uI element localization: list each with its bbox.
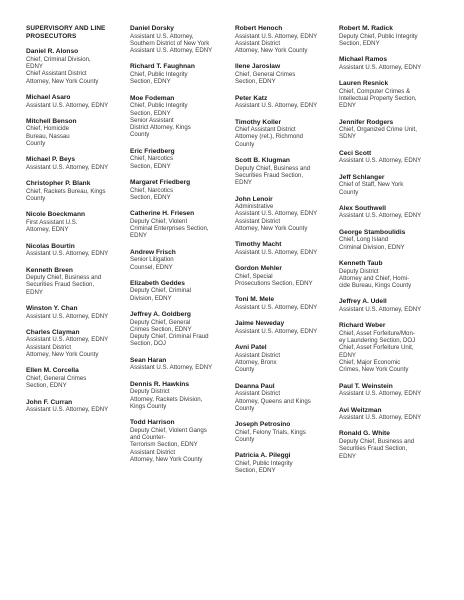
person-name: Andrew Frisch xyxy=(130,248,176,256)
person-name: Mitchell Benson xyxy=(26,117,77,125)
person-name: Deanna Paul xyxy=(235,382,275,390)
person-role: Assistant U.S. Attorney, EDNY Assistant District Attorney, New York County xyxy=(26,336,109,359)
person-name: Margaret Friedberg xyxy=(130,178,191,186)
person-role: Assistant U.S. Attorney, EDNY xyxy=(26,406,109,414)
directory-entry xyxy=(26,243,130,258)
person-role: Assistant U.S. Attorney, EDNY xyxy=(339,212,422,220)
person-role: Chief, Narcotics Section, EDNY xyxy=(130,186,174,201)
person-name: Winston Y. Chan xyxy=(26,304,78,312)
person-role: Assistant U.S. Attorney, EDNY xyxy=(339,63,422,71)
person-name: Jeffrey A. Goldberg xyxy=(130,310,191,318)
person-role: Assistant U.S. Attorney, EDNY xyxy=(26,163,109,171)
person-name: Charles Clayman xyxy=(26,328,80,336)
person-name: Michael P. Beys xyxy=(26,156,75,164)
column-3 xyxy=(235,25,339,594)
directory-entry xyxy=(235,241,339,256)
person-role: Chief, Long Island Criminal Division, EDNY xyxy=(339,236,405,251)
person-name: Sean Haran xyxy=(130,356,167,364)
directory-entry xyxy=(130,357,234,372)
person-role: Chief, Computer Crimes & Intellectual Property Section, EDNY xyxy=(339,87,417,110)
person-role: Deputy Chief, Business and Securities Fraud Section, EDNY xyxy=(339,438,415,460)
directory-entry xyxy=(130,280,234,302)
directory-entry xyxy=(26,211,130,233)
directory-entry xyxy=(339,80,443,109)
directory-entry xyxy=(339,56,443,71)
directory-entry xyxy=(235,452,339,474)
person-role: Assistant U.S. Attorney, EDNY xyxy=(26,101,109,109)
person-name: Ceci Scott xyxy=(339,149,372,157)
person-name: Robert Henoch xyxy=(235,25,283,32)
directory-entry xyxy=(339,430,443,459)
person-role: Chief, Rackets Bureau, Kings County xyxy=(26,187,106,203)
directory-entry xyxy=(339,119,443,141)
person-name: Lauren Resnick xyxy=(339,80,389,88)
person-name: Christopher P. Blank xyxy=(26,180,91,188)
person-name: Avni Patel xyxy=(235,344,267,352)
directory-entry xyxy=(339,229,443,251)
column-1 xyxy=(26,25,130,594)
person-name: Nicole Boeckmann xyxy=(26,211,85,219)
person-name: Elizabeth Geddes xyxy=(130,279,185,287)
person-role: Chief, Organized Crime Unit, SDNY xyxy=(339,126,417,141)
person-name: Peter Katz xyxy=(235,94,268,102)
person-role: Deputy District Attorney, Rackets Division, Kings County xyxy=(130,388,203,410)
person-name: John F. Curran xyxy=(26,398,73,406)
person-role: First Assistant U.S. Attorney, EDNY xyxy=(26,219,78,234)
directory-entry xyxy=(235,296,339,311)
person-role: Assistant U.S. Attorney, EDNY xyxy=(235,102,318,110)
person-name: Patricia A. Pileggi xyxy=(235,452,291,460)
directory-entry xyxy=(235,25,339,54)
person-role: Assistant U.S. Attorney, Southern District of New York Assistant U.S. Attorney, EDNY xyxy=(130,32,213,55)
directory-entry xyxy=(130,179,234,201)
directory-entry xyxy=(339,407,443,422)
person-name: Michael Asaro xyxy=(26,93,71,101)
person-role: Assistant U.S. Attorney, EDNY xyxy=(339,305,422,313)
person-role: Deputy Chief, Business and Securities Fraud Section, EDNY xyxy=(26,274,102,296)
person-role: Chief of Staff, New York County xyxy=(339,181,404,196)
person-name: Paul T. Weinstein xyxy=(339,382,393,390)
directory-entry xyxy=(26,267,130,296)
directory-entry xyxy=(235,95,339,110)
person-name: George Stamboulidis xyxy=(339,228,406,236)
directory-entry xyxy=(130,249,234,271)
person-name: Alex Southwell xyxy=(339,204,386,212)
person-role: Assistant U.S. Attorney, EDNY xyxy=(26,312,109,320)
directory-entry xyxy=(339,150,443,165)
person-name: Kenneth Breen xyxy=(26,266,73,274)
directory-entry xyxy=(26,118,130,147)
directory-entry xyxy=(235,421,339,443)
person-role: Chief, Public Integrity Section, EDNY xyxy=(130,71,188,86)
directory-entry xyxy=(235,265,339,287)
person-role: Deputy Chief, Violent Criminal Enterprises Section, EDNY xyxy=(130,217,209,240)
person-name: John Lenoir xyxy=(235,195,273,203)
directory-entry xyxy=(235,383,339,412)
person-role: Assistant U.S. Attorney, EDNY xyxy=(235,327,318,335)
person-role: Deputy District Attorney and Chief, Homi- cide Bureau, Kings County xyxy=(339,267,412,290)
column-4 xyxy=(339,25,443,594)
directory-entry xyxy=(235,344,339,373)
section-title: SUPERVISORY AND LINE PROSECUTORS xyxy=(26,25,106,40)
person-name: Scott B. Klugman xyxy=(235,157,290,165)
directory-entry xyxy=(339,383,443,398)
person-name: Jeffrey A. Udell xyxy=(339,298,387,306)
directory-entry xyxy=(130,63,234,85)
directory-entry xyxy=(235,63,339,85)
person-name: Joseph Petrosino xyxy=(235,421,291,429)
person-role: Chief, General Crimes Section, EDNY xyxy=(235,71,296,86)
directory-entry xyxy=(130,311,234,348)
person-name: Richard T. Faughnan xyxy=(130,63,195,71)
person-name: Jaime Neweday xyxy=(235,320,285,328)
person-role: Deputy Chief, Business and Securities Fraud Section, EDNY xyxy=(235,164,311,187)
person-name: Nicolas Bourtin xyxy=(26,242,75,250)
person-name: Moe Fodeman xyxy=(130,94,175,102)
person-role: Chief, Felony Trials, Kings County xyxy=(235,428,306,444)
person-name: Jeff Schlanger xyxy=(339,173,385,181)
directory-entry xyxy=(26,48,130,85)
person-role: Assistant U.S. Attorney, EDNY xyxy=(339,157,422,165)
person-role: Deputy Chief, Public Integrity Section, EDNY xyxy=(339,32,418,47)
prosecutor-directory xyxy=(26,25,458,594)
person-name: Gordon Mehler xyxy=(235,265,282,273)
person-role: Senior Litigation Counsel, EDNY xyxy=(130,256,174,271)
directory-entry xyxy=(130,25,234,54)
person-name: Daniel Dorsky xyxy=(130,25,174,32)
person-name: Timothy Macht xyxy=(235,241,282,249)
person-role: Chief Assistant District Attorney (ret.), Richmond County xyxy=(235,126,304,148)
directory-entry xyxy=(339,260,443,289)
person-role: Chief, General Crimes Section, EDNY xyxy=(26,374,87,390)
person-name: Kenneth Taub xyxy=(339,259,383,267)
directory-entry xyxy=(130,148,234,170)
person-name: Jennifer Rodgers xyxy=(339,118,394,126)
directory-entry xyxy=(130,381,234,410)
person-name: Todd Harrison xyxy=(130,419,175,427)
person-role: Assistant U.S. Attorney, EDNY xyxy=(130,364,213,372)
person-name: Ellen M. Corcella xyxy=(26,367,79,375)
person-role: Chief, Special Prosecutions Section, EDNY xyxy=(235,272,313,288)
directory-entry xyxy=(235,157,339,186)
person-role: Chief, Homicide Bureau, Nassau County xyxy=(26,125,70,148)
directory-entry xyxy=(339,205,443,220)
person-role: Chief, Public Integrity Section, EDNY xyxy=(235,459,293,475)
person-role: Assistant U.S. Attorney, EDNY Assistant District Attorney, New York County xyxy=(235,32,318,55)
person-role: Chief, Asset Forfeiture/Mon- ey Laundering Section, DOJ Chief, Asset Forfeiture Unit, EDNY Chief, Major Economic Crimes, New York County xyxy=(339,329,416,374)
person-role: Assistant U.S. Attorney, EDNY xyxy=(26,250,109,258)
person-role: Deputy Chief, Criminal Division, EDNY xyxy=(130,287,191,302)
directory-entry xyxy=(235,196,339,233)
person-role: Chief, Criminal Division, EDNY Chief Assistant District Attorney, New York County xyxy=(26,55,99,85)
person-role: Assistant U.S. Attorney, EDNY xyxy=(339,390,422,398)
person-name: Ronald G. White xyxy=(339,430,390,438)
person-name: Toni M. Mele xyxy=(235,296,275,304)
column-2 xyxy=(130,25,234,594)
person-role: Administrative Assistant U.S. Attorney, EDNY Assistant District Attorney, New York County xyxy=(235,203,318,233)
person-role: Chief, Narcotics Section, EDNY xyxy=(130,155,174,170)
person-name: Avi Weitzman xyxy=(339,406,382,414)
person-name: Eric Friedberg xyxy=(130,147,175,155)
person-name: Michael Ramos xyxy=(339,56,388,64)
directory-entry xyxy=(339,25,443,47)
person-name: Dennis R. Hawkins xyxy=(130,380,189,388)
directory-entry xyxy=(26,329,130,358)
directory-entry xyxy=(130,95,234,139)
directory-entry xyxy=(339,174,443,196)
person-name: Richard Weber xyxy=(339,322,386,330)
directory-entry xyxy=(26,305,130,320)
person-role: Assistant District Attorney, Queens and Kings County xyxy=(235,390,311,412)
person-role: Assistant U.S. Attorney, EDNY xyxy=(235,248,318,256)
directory-entry xyxy=(339,298,443,313)
directory-entry xyxy=(26,156,130,171)
person-role: Deputy Chief, General Crimes Section, EDNY Deputy Chief, Criminal Fraud Section, DOJ xyxy=(130,318,209,348)
person-name: Ilene Jaroslaw xyxy=(235,63,281,71)
person-role: Assistant District Attorney, Bronx County xyxy=(235,351,281,374)
directory-entry xyxy=(26,367,130,389)
directory-entry xyxy=(130,210,234,239)
directory-entry xyxy=(130,419,234,463)
person-name: Catherine H. Friesen xyxy=(130,210,195,218)
person-role: Assistant U.S. Attorney, EDNY xyxy=(339,414,422,422)
person-name: Timothy Koller xyxy=(235,118,282,126)
directory-entry xyxy=(26,399,130,414)
directory-entry xyxy=(339,322,443,373)
person-role: Deputy Chief, Violent Gangs and Counter- Terrorism Section, EDNY Assistant District Attorney, New York County xyxy=(130,426,207,463)
person-name: Daniel R. Alonso xyxy=(26,48,79,56)
directory-entry xyxy=(26,94,130,109)
directory-entry xyxy=(235,320,339,335)
directory-entry xyxy=(26,180,130,202)
person-role: Assistant U.S. Attorney, EDNY xyxy=(235,303,318,311)
directory-entry xyxy=(235,119,339,148)
person-name: Robert M. Radick xyxy=(339,25,393,32)
person-role: Chief, Public Integrity Section, EDNY Senior Assistant District Attorney, Kings County xyxy=(130,102,191,139)
